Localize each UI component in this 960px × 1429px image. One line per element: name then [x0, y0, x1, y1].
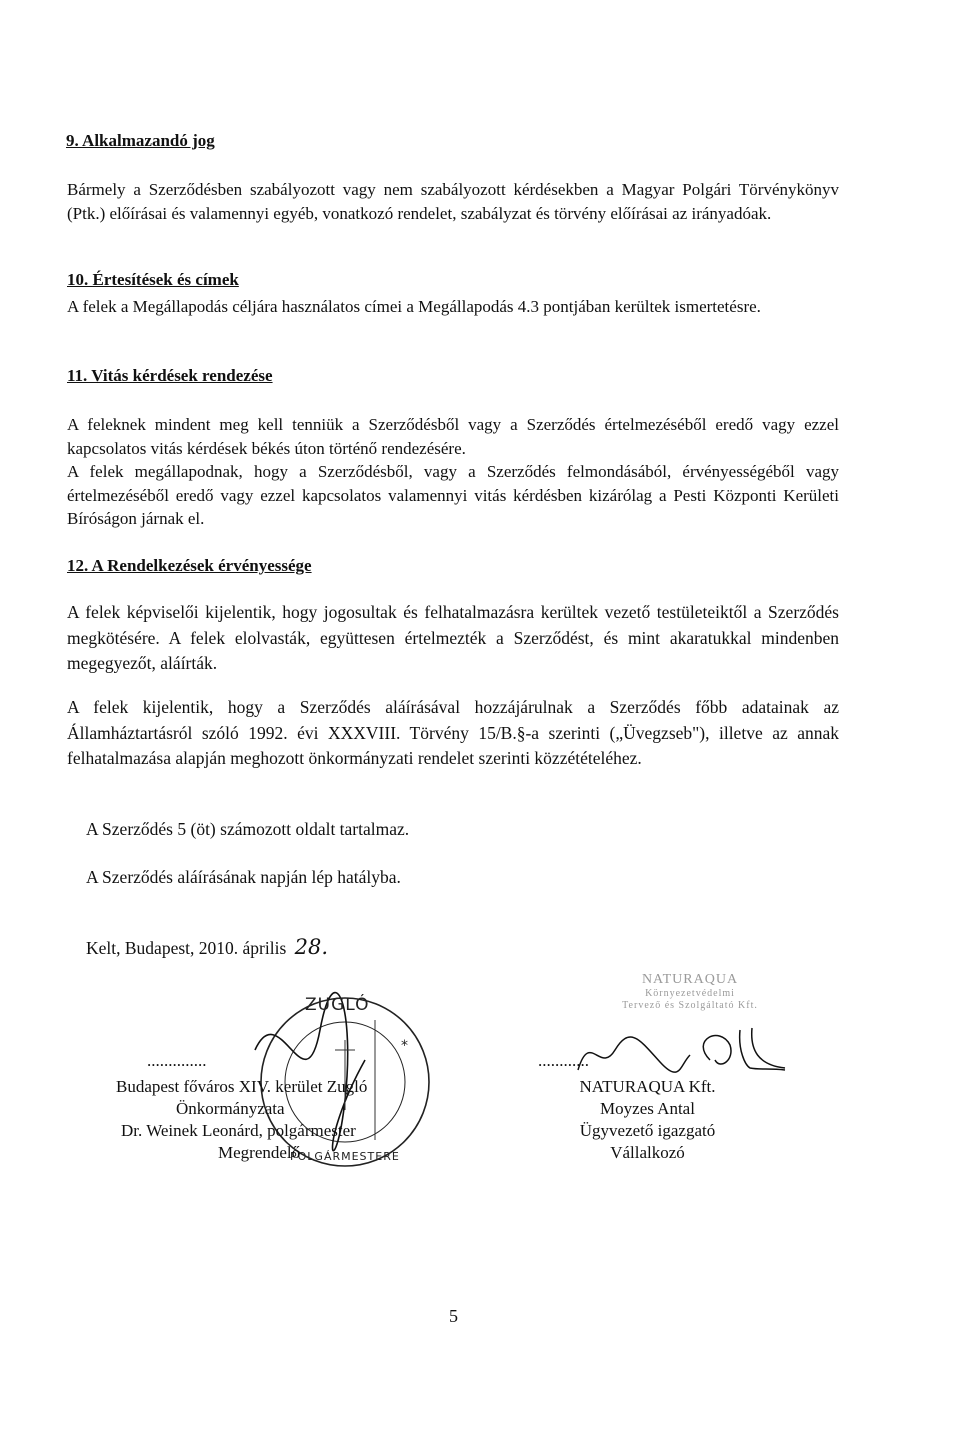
- section-11-heading: 11. Vitás kérdések rendezése: [67, 366, 273, 385]
- page-count-statement: A Szerződés 5 (öt) számozott oldalt tartalmaz.: [86, 819, 410, 839]
- right-sig-line-3: Ügyvezető igazgató: [579, 1121, 716, 1140]
- right-sig-line-1: NATURAQUA Kft.: [579, 1077, 716, 1096]
- svg-text:*: *: [401, 1038, 408, 1054]
- dated-line: [86, 935, 328, 960]
- company-stamp-line-3: Tervező és Szolgáltató Kft.: [622, 1000, 758, 1011]
- company-stamp-line-1: NATURAQUA: [641, 972, 739, 987]
- right-signature-block: [560, 1076, 735, 1164]
- stamp-top-text: ZUGLÓ: [305, 995, 370, 1015]
- section-12-text-1: A felek képviselői kijelentik, hogy jogosultak és felhatalmazásra kerültek vezető testületeiktől a Szerződés megkötésére. A felek elolvasták, együttesen értelmezték a Szerződést, és mint akaratukkal mindenben megegyezőt, aláírták.: [67, 602, 839, 673]
- right-sig-line-4: Vállalkozó: [610, 1143, 685, 1162]
- effective-date-statement: A Szerződés aláírásának napján lép hatályba.: [86, 867, 401, 887]
- left-sig-line-4: Megrendelő: [218, 1143, 301, 1162]
- section-12-heading: 12. A Rendelkezések érvényessége: [67, 556, 312, 575]
- left-sig-line-1: Budapest főváros XIV. kerület Zugló: [116, 1077, 368, 1096]
- company-stamp-line-2: Környezetvédelmi: [645, 988, 735, 999]
- stamp-bottom-text: POLGÁRMESTERE: [290, 1150, 400, 1163]
- company-stamp: [600, 972, 780, 1012]
- left-signature-block: [116, 1076, 486, 1164]
- section-11-text-1: A feleknek mindent meg kell tenniük a Szerződésből vagy a Szerződés értelmezéséből eredő vagy ezzel kapcsolatos vitás kérdések békés úton történő rendezésére.: [67, 415, 839, 458]
- contractor-signature-icon: [570, 1020, 790, 1080]
- handwritten-day: 28.: [294, 935, 329, 959]
- section-9-text: Bármely a Szerződésben szabályozott vagy nem szabályozott kérdésekben a Magyar Polgári Törvénykönyv (Ptk.) előírásai és valamennyi egyéb, vonatkozó rendelet, szabályzat és törvény előírásai az irányadóak.: [67, 180, 839, 223]
- left-sig-line-3: Dr. Weinek Leonárd, polgármester: [121, 1121, 356, 1140]
- left-sig-line-2: Önkormányzata: [176, 1099, 285, 1118]
- right-signature-dots: ............: [538, 1051, 589, 1070]
- section-9-heading: 9. Alkalmazandó jog: [66, 131, 215, 150]
- page-number: 5: [449, 1306, 458, 1326]
- section-10-heading: 10. Értesítések és címek: [67, 270, 239, 289]
- section-10-text: A felek a Megállapodás céljára használatos címei a Megállapodás 4.3 pontjában kerültek ismertetésre.: [67, 297, 761, 316]
- section-12-text-2: A felek kijelentik, hogy a Szerződés aláírásával hozzájárulnak a Szerződés főbb adatainak az Államháztartásról szóló 1992. évi XXXVIII. Törvény 15/B.§-a szerinti („Üvegzseb"), illetve az annak felhatalmazása alapján meghozott önkormányzati rendelet szerinti közzétételéhez.: [67, 697, 839, 768]
- section-11-text-2: A felek megállapodnak, hogy a Szerződésből, vagy a Szerződés felmondásából, érvényességéből vagy értelmezéséből eredő vagy ezzel kapcsolatos valamennyi vitás kérdésben kizárólag a Pesti Központi Kerületi Bíróságon járnak el.: [67, 462, 839, 528]
- dated-text: Kelt, Budapest, 2010. április: [86, 938, 287, 958]
- right-sig-line-2: Moyzes Antal: [600, 1099, 695, 1118]
- left-signature-dots: ..............: [147, 1051, 207, 1070]
